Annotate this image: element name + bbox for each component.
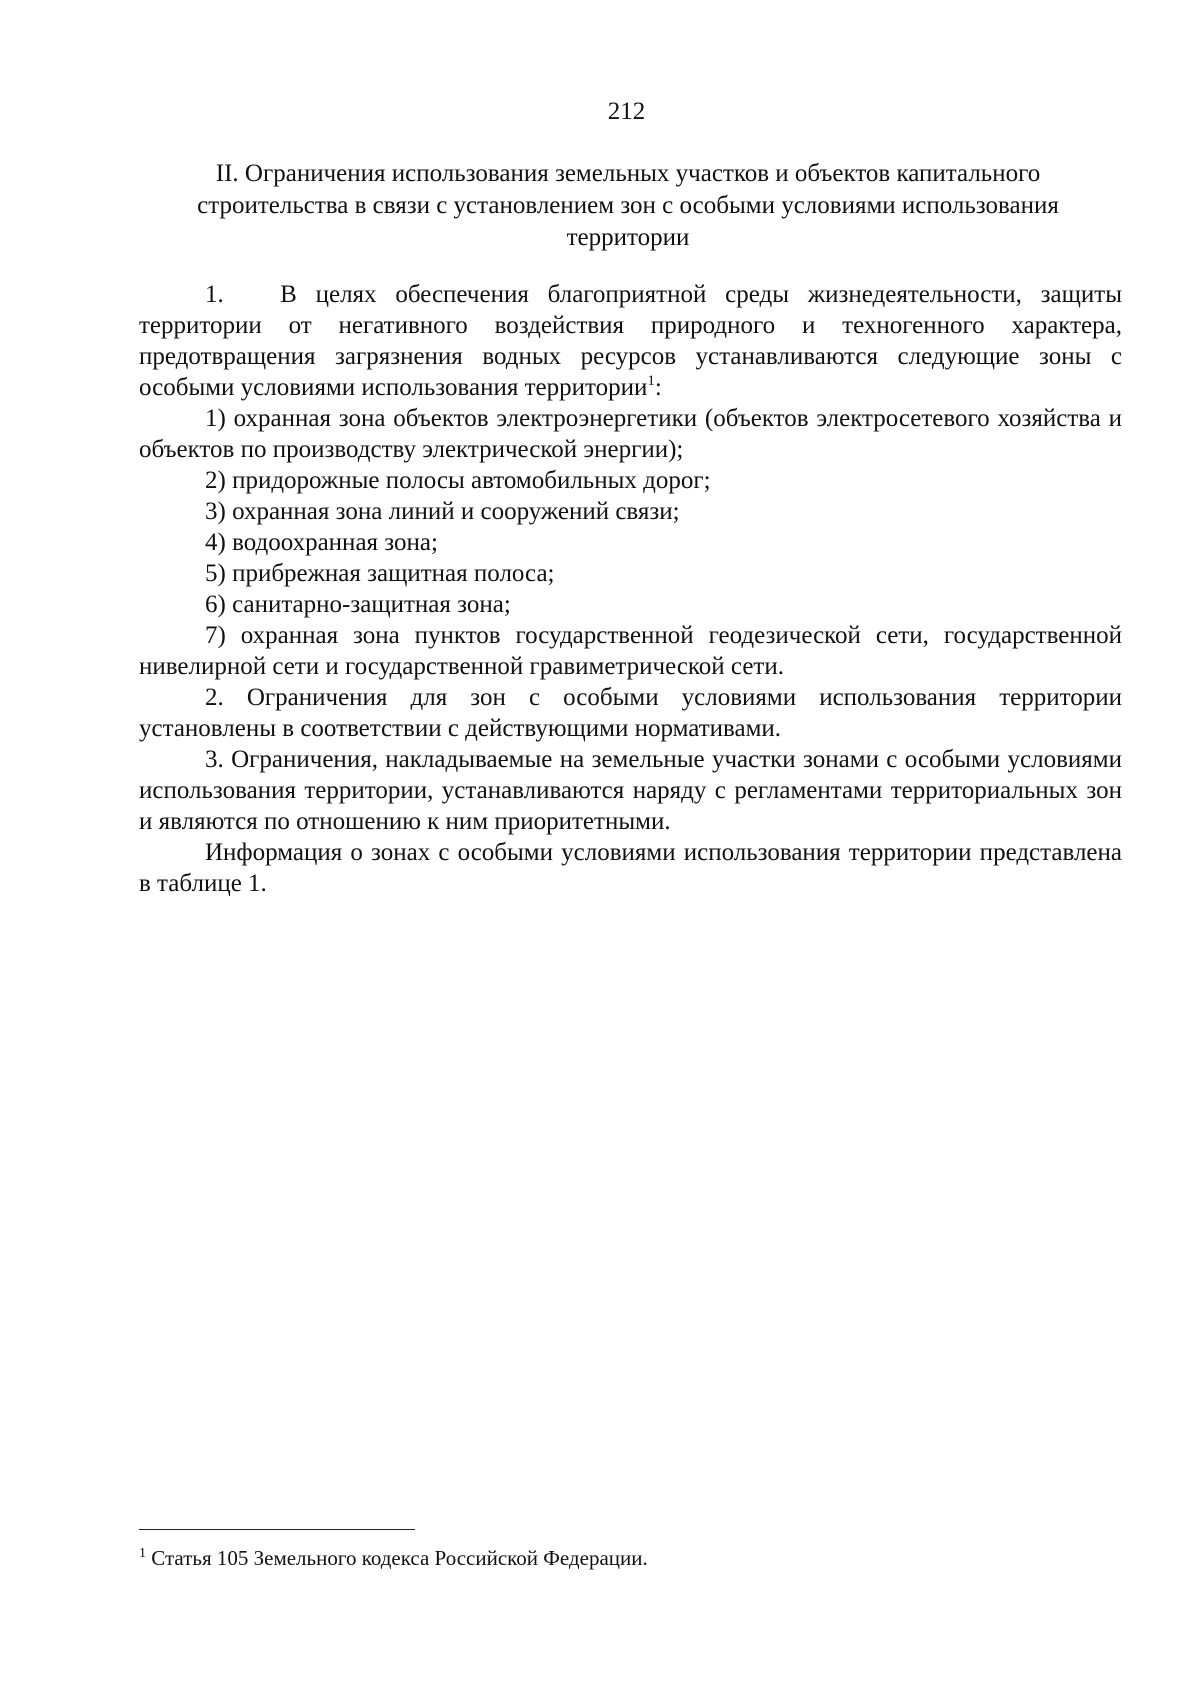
page-number: 212 [607,98,646,125]
zone-item-3: 3) охранная зона линий и сооружений связи; [205,498,680,525]
paragraph-2: 2. Ограничения для зон с особыми условиями использования территории установлены в соответствии с действующими нормативами. [139,684,1122,742]
zone-item-4: 4) водоохранная зона; [205,529,438,556]
body-text [139,279,1122,899]
footnote-reference: 1 [647,373,655,389]
footnote-mark: 1 [139,1546,146,1561]
paragraph-3: 3. Ограничения, накладываемые на земельные участки зонами с особыми условиями использования территории, устанавливаются наряду с регламентами территориальных зон и являются по отношению к ним приоритетными. [139,746,1122,835]
paragraph-1-suffix: : [654,374,662,401]
paragraph-1-text: 1. В целях обеспечения благоприятной среды жизнедеятельности, защиты территории от негативного воздействия природного и техногенного характера, предотвращения загрязнения водных ресурсов устанавливаются следующие зоны с особыми условиями использования территории [139,281,1122,401]
zone-item-2: 2) придорожные полосы автомобильных дорог; [205,467,711,494]
paragraph-4: Информация о зонах с особыми условиями использования территории представлена в таблице 1. [139,839,1122,897]
paragraph-1 [139,279,1122,403]
zone-item-1: 1) охранная зона объектов электроэнергетики (объектов электросетевого хозяйства и объектов по производству электрической энергии); [139,405,1122,463]
zone-item-6: 6) санитарно-защитная зона; [205,591,511,618]
footnote-separator [139,1529,415,1530]
section-title: II. Ограничения использования земельных участков и объектов капитального строительства в связи с установлением зон с особыми условиями использования территории [197,160,1059,251]
zone-item-5: 5) прибрежная защитная полоса; [205,560,555,587]
footnote [139,1545,1039,1571]
footnote-text: Статья 105 Земельного кодекса Российской Федерации. [151,1546,648,1570]
zone-item-7: 7) охранная зона пунктов государственной геодезической сети, государственной нивелирной сети и государственной гравиметрической сети. [139,622,1122,680]
